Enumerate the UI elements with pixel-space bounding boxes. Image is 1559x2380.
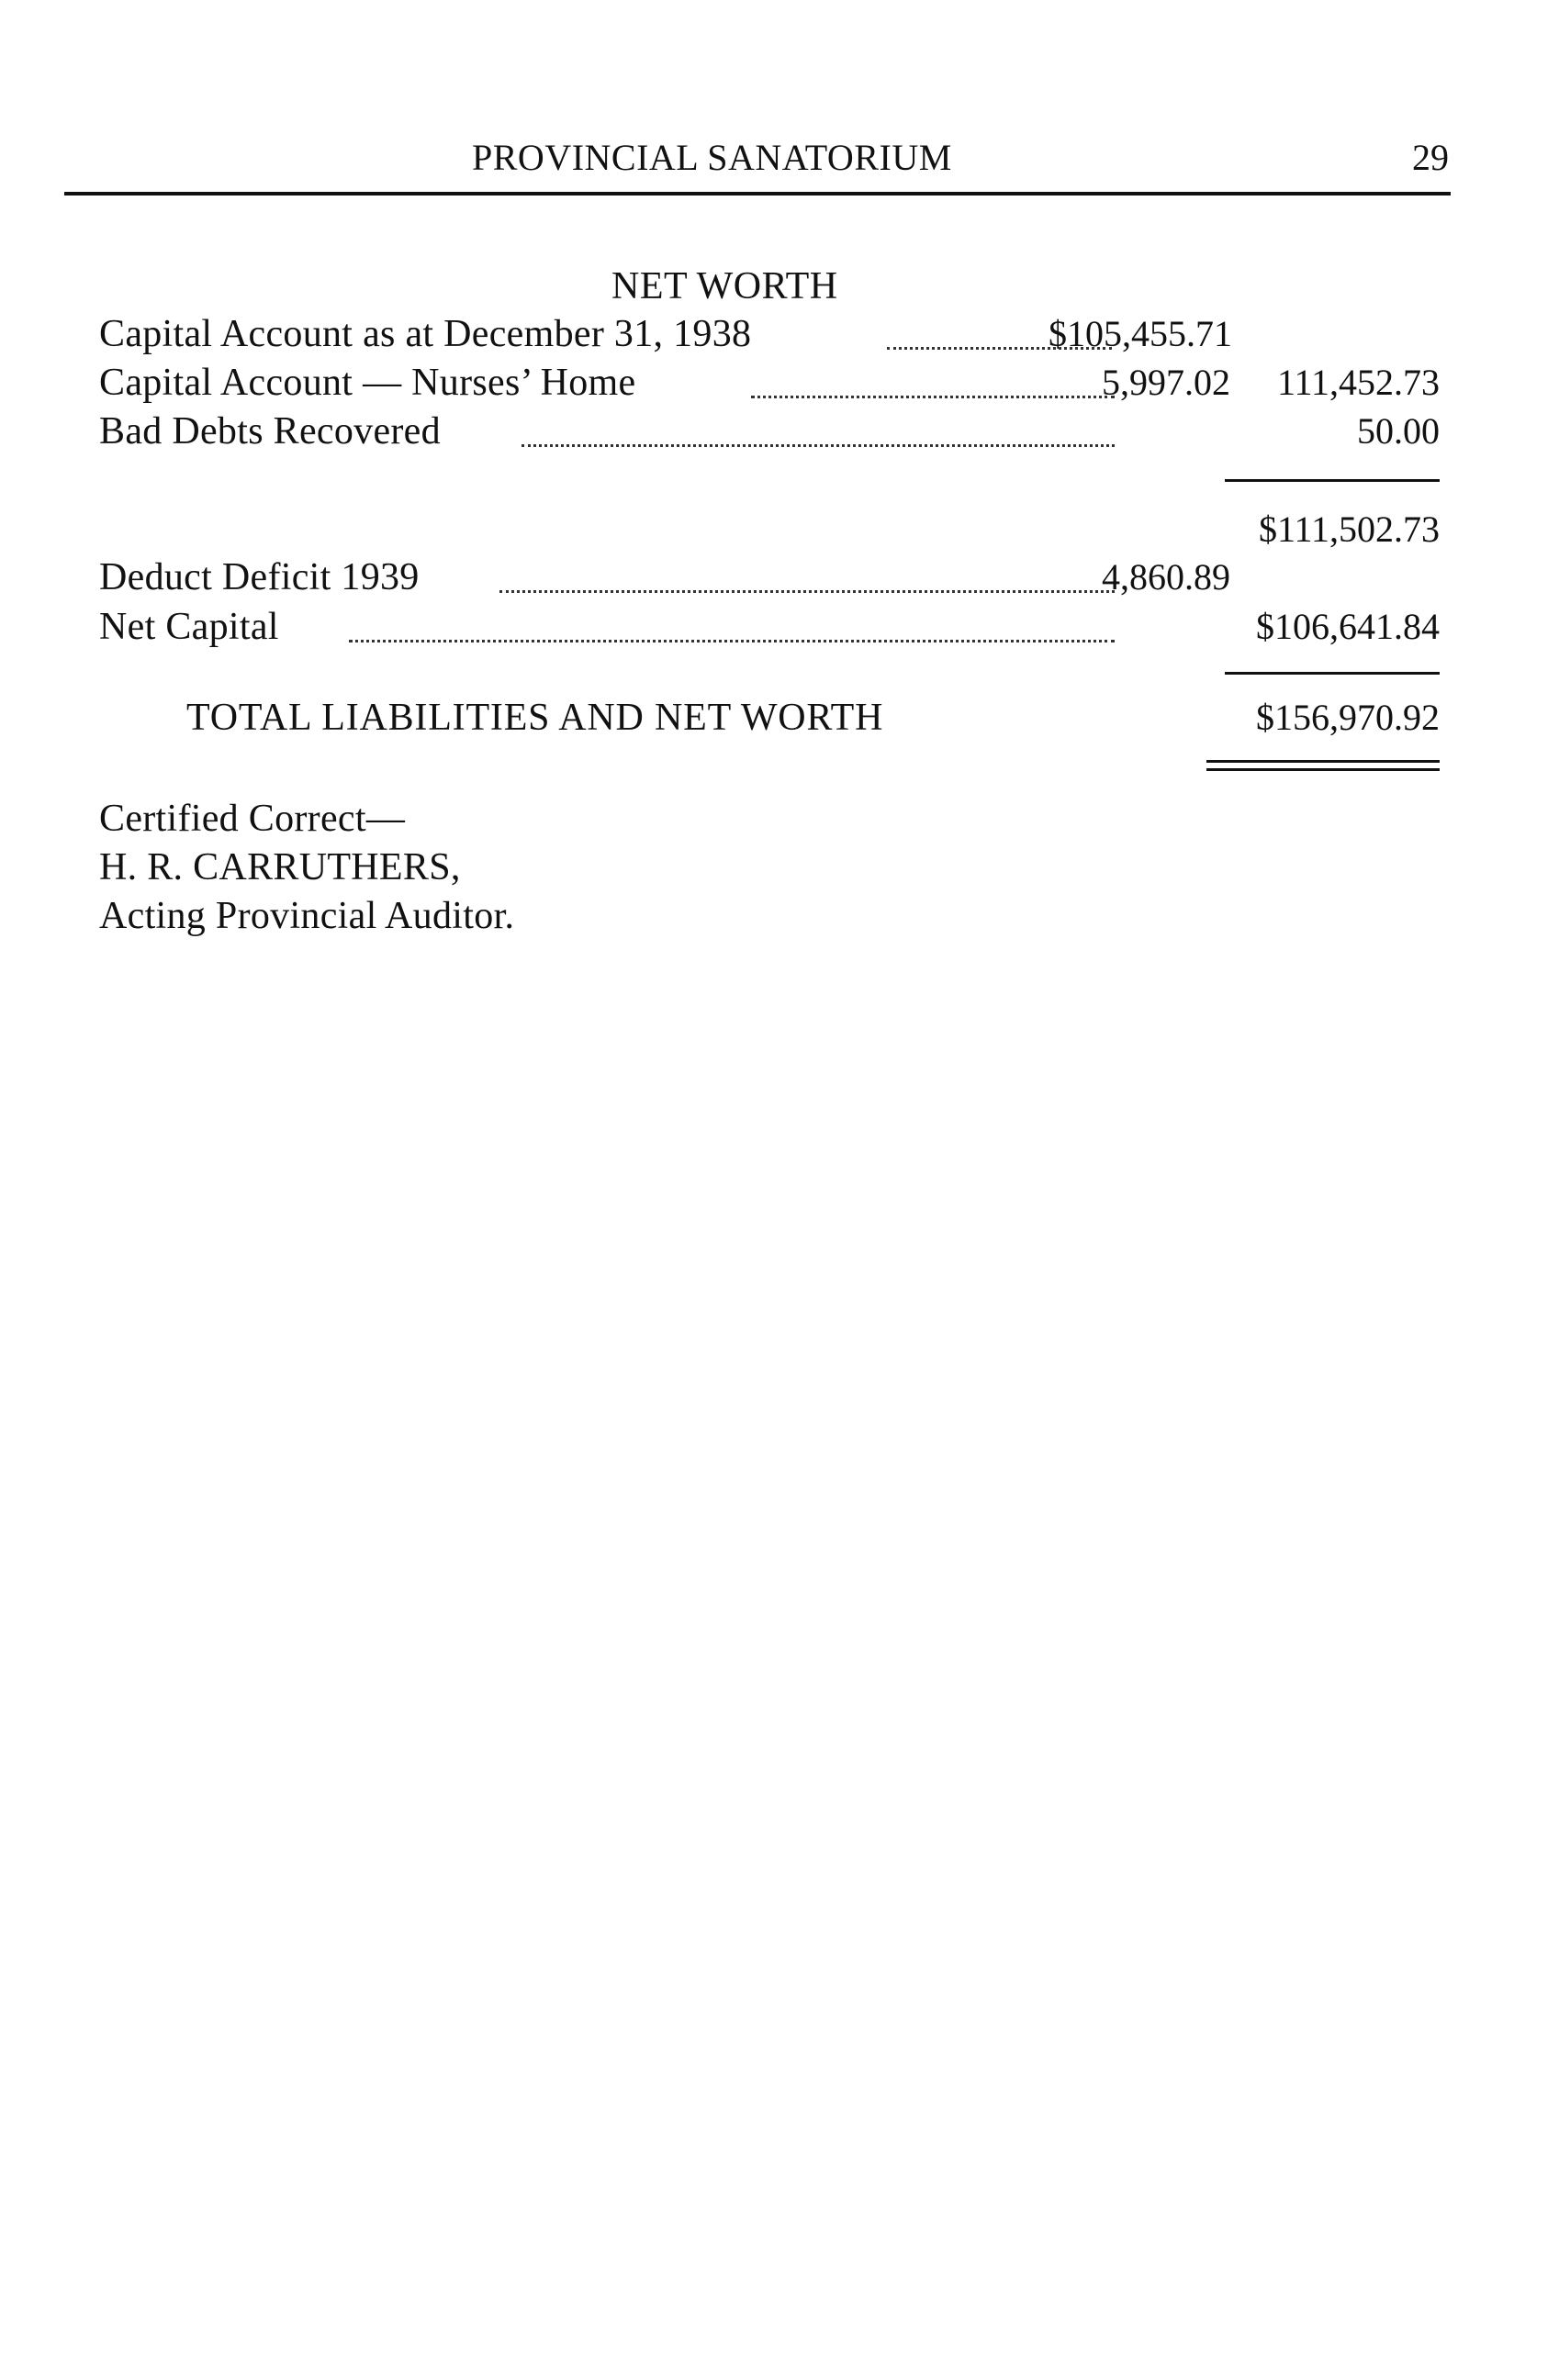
auditor-name: H. R. CARRUTHERS,	[99, 846, 461, 888]
running-header-title: PROVINCIAL SANATORIUM	[472, 137, 952, 178]
row-amount-col1: 5,997.02	[1102, 362, 1230, 403]
ledger-row-bad-debts	[99, 409, 1440, 459]
dot-leader	[499, 590, 1115, 593]
row-amount-col2: 111,452.73	[1276, 362, 1440, 403]
total-double-underline-top	[1206, 760, 1440, 763]
ledger-row-total	[99, 696, 1440, 745]
total-label: TOTAL LIABILITIES AND NET WORTH	[186, 697, 884, 739]
header-rule	[64, 192, 1451, 196]
row-amount-col2: 50.00	[1357, 410, 1440, 452]
ledger-row-subtotal	[99, 508, 1440, 557]
total-amount: $156,970.92	[1256, 697, 1440, 738]
row-label: Deduct Deficit 1939	[99, 556, 420, 598]
dot-leader	[751, 396, 1115, 398]
dot-leader	[349, 640, 1115, 642]
subtotal-amount: $111,502.73	[1258, 508, 1440, 550]
ledger-row-capital-account	[99, 312, 1440, 362]
ledger-row-net-capital	[99, 605, 1440, 654]
row-label: Capital Account as at December 31, 1938	[99, 313, 752, 355]
total-double-underline-bottom	[1206, 768, 1440, 771]
row-label: Bad Debts Recovered	[99, 410, 441, 453]
page-number: 29	[1412, 137, 1449, 178]
row-amount-col1: $105,455.71	[1049, 313, 1232, 354]
row-amount-col1: 4,860.89	[1102, 556, 1230, 598]
ledger-row-nurses-home	[99, 361, 1440, 410]
certification-statement: Certified Correct—	[99, 798, 406, 840]
dot-leader	[522, 444, 1115, 447]
section-title: NET WORTH	[611, 265, 838, 307]
row-label: Capital Account — Nurses’ Home	[99, 362, 636, 404]
ledger-row-deduct-deficit	[99, 555, 1440, 605]
subtotal-rule	[1225, 479, 1440, 482]
row-label: Net Capital	[99, 606, 279, 648]
row-amount-col2: $106,641.84	[1256, 606, 1440, 647]
auditor-title: Acting Provincial Auditor.	[99, 895, 515, 937]
total-rule	[1225, 672, 1440, 675]
